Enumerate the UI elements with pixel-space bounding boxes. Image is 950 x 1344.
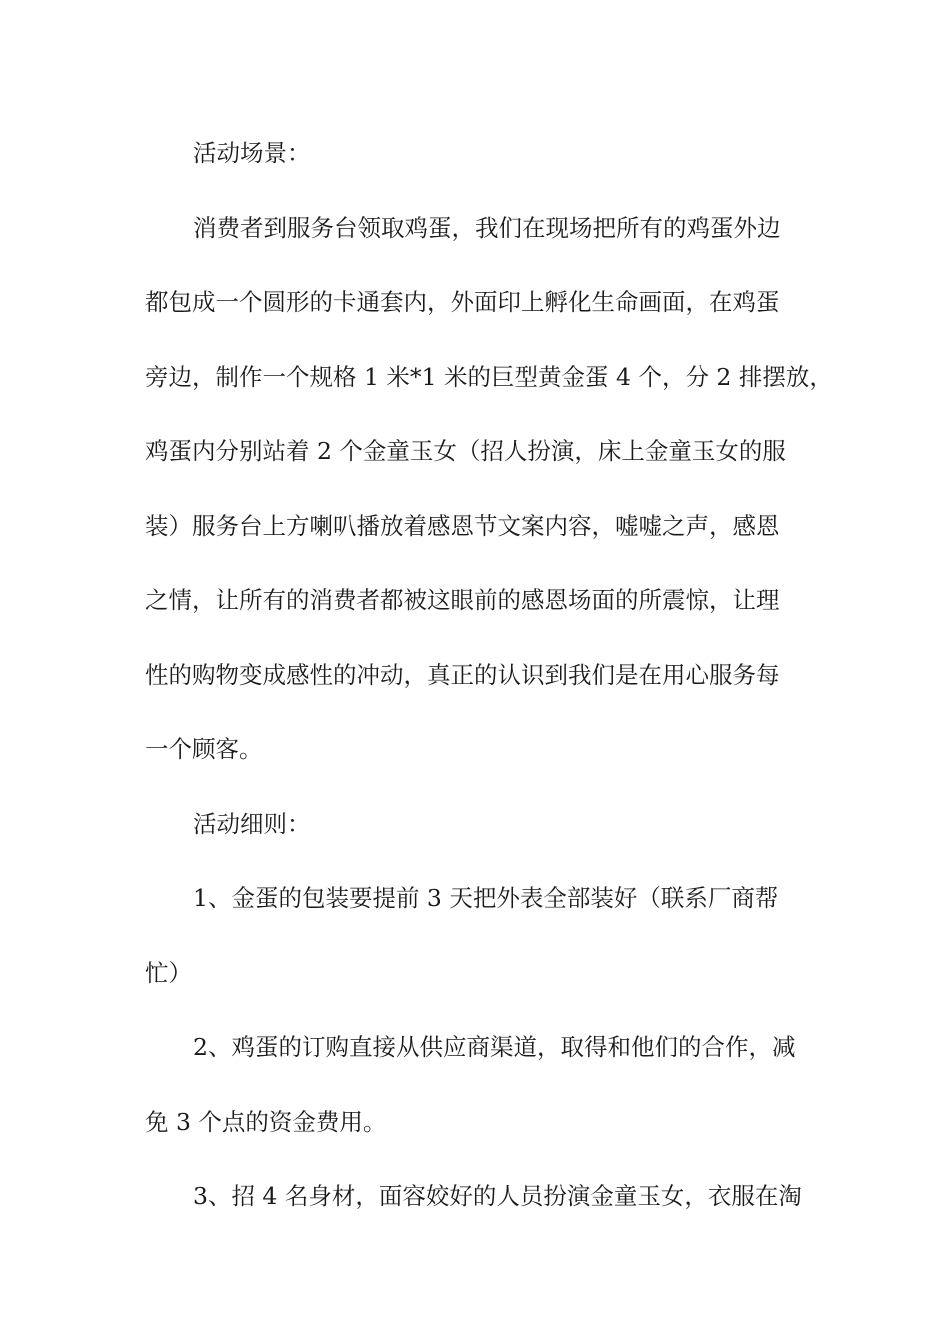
paragraph-line: 消费者到服务台领取鸡蛋，我们在现场把所有的鸡蛋外边 <box>193 214 781 242</box>
paragraph-line: 性的购物变成感性的冲动，真正的认识到我们是在用心服务每 <box>145 661 780 689</box>
paragraph-line: 鸡蛋内分别站着 2 个金童玉女（招人扮演，床上金童玉女的服 <box>145 437 786 465</box>
heading-activity-scene: 活动场景： <box>193 139 311 167</box>
rule-item-1-continued: 忙） <box>145 959 192 987</box>
heading-activity-rules: 活动细则： <box>193 810 311 838</box>
paragraph-line: 一个顾客。 <box>145 735 263 763</box>
paragraph-line: 都包成一个圆形的卡通套内，外面印上孵化生命画面，在鸡蛋 <box>145 288 780 316</box>
rule-item-2-continued: 免 3 个点的资金费用。 <box>145 1108 387 1136</box>
rule-item-1: 1、金蛋的包装要提前 3 天把外表全部装好（联系厂商帮 <box>193 884 779 912</box>
paragraph-line: 旁边，制作一个规格 1 米*1 米的巨型黄金蛋 4 个，分 2 排摆放， <box>145 363 833 391</box>
rule-item-2: 2、鸡蛋的订购直接从供应商渠道，取得和他们的合作，减 <box>193 1033 796 1061</box>
paragraph-line: 之情，让所有的消费者都被这眼前的感恩场面的所震惊，让理 <box>145 586 780 614</box>
rule-item-3: 3、招 4 名身材，面容姣好的人员扮演金童玉女，衣服在淘 <box>193 1182 802 1210</box>
paragraph-line: 装）服务台上方喇叭播放着感恩节文案内容，嘘嘘之声，感恩 <box>145 512 780 540</box>
